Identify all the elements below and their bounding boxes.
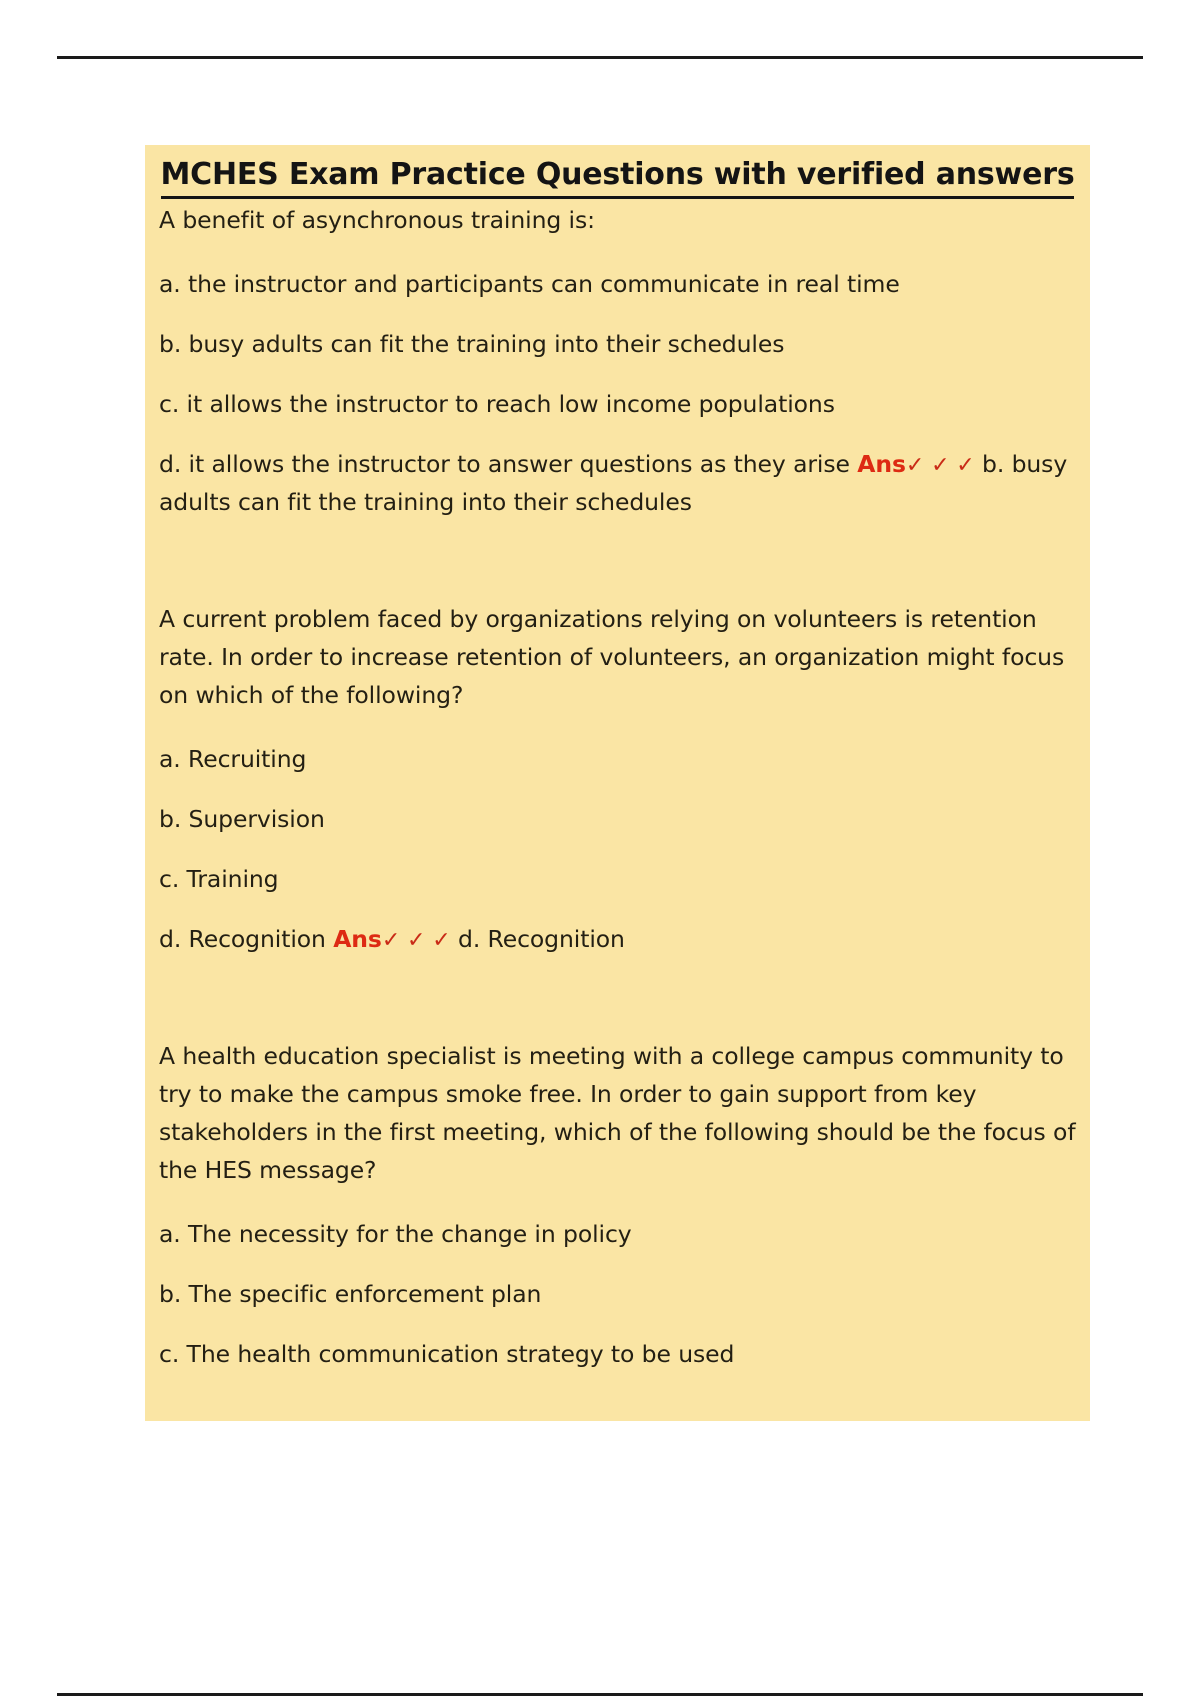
- question-block-1: [159, 201, 1076, 522]
- question-option: a. the instructor and participants can communicate in real time: [159, 269, 900, 298]
- block-spacer: [159, 544, 1076, 600]
- answer-marker: Ans: [333, 924, 382, 953]
- block-spacer: [159, 981, 1076, 1037]
- question-option-with-answer: [159, 920, 1076, 959]
- highlighted-content-block: [145, 145, 1090, 1421]
- answer-check-icons: ✓ ✓ ✓: [381, 927, 451, 953]
- answer-marker: Ans: [857, 449, 906, 478]
- question-stem: A health education specialist is meeting with a college campus community to try to make the campus smoke free. In order to gain support from key stakeholders in the first meeting, which of the following should be the focus of the HES message?: [159, 1041, 1076, 1184]
- question-option: c. Training: [159, 864, 279, 893]
- question-option: c. it allows the instructor to reach low income populations: [159, 389, 835, 418]
- question-option-label: d. Recognition: [159, 924, 326, 953]
- question-block-3: [159, 1037, 1076, 1421]
- document-body: [145, 201, 1090, 1421]
- header-divider-rule: [57, 56, 1143, 59]
- answer-text: b. busy adults can fit the training into their schedules: [159, 449, 1068, 517]
- footer-divider-rule: [57, 1693, 1143, 1696]
- answer-text: d. Recognition: [458, 924, 625, 953]
- question-option: c. The health communication strategy to be used: [159, 1339, 735, 1368]
- question-option: a. The necessity for the change in policy: [159, 1219, 632, 1248]
- question-block-2: [159, 600, 1076, 959]
- question-option: b. Supervision: [159, 804, 325, 833]
- question-option: b. busy adults can fit the training into their schedules: [159, 329, 785, 358]
- question-option: b. The specific enforcement plan: [159, 1279, 542, 1308]
- question-option-with-answer: [159, 445, 1076, 522]
- answer-check-icons: ✓ ✓ ✓: [905, 452, 975, 478]
- question-stem: A current problem faced by organizations relying on volunteers is retention rate. In order to increase retention of volunteers, an organization might focus on which of the following?: [159, 604, 1065, 709]
- question-stem: A benefit of asynchronous training is:: [159, 205, 595, 234]
- question-option-label: d. it allows the instructor to answer questions as they arise: [159, 449, 850, 478]
- page-title: [145, 145, 1090, 201]
- page-title-text: MCHES Exam Practice Questions with verified answers: [161, 157, 1075, 199]
- question-option: a. Recruiting: [159, 744, 307, 773]
